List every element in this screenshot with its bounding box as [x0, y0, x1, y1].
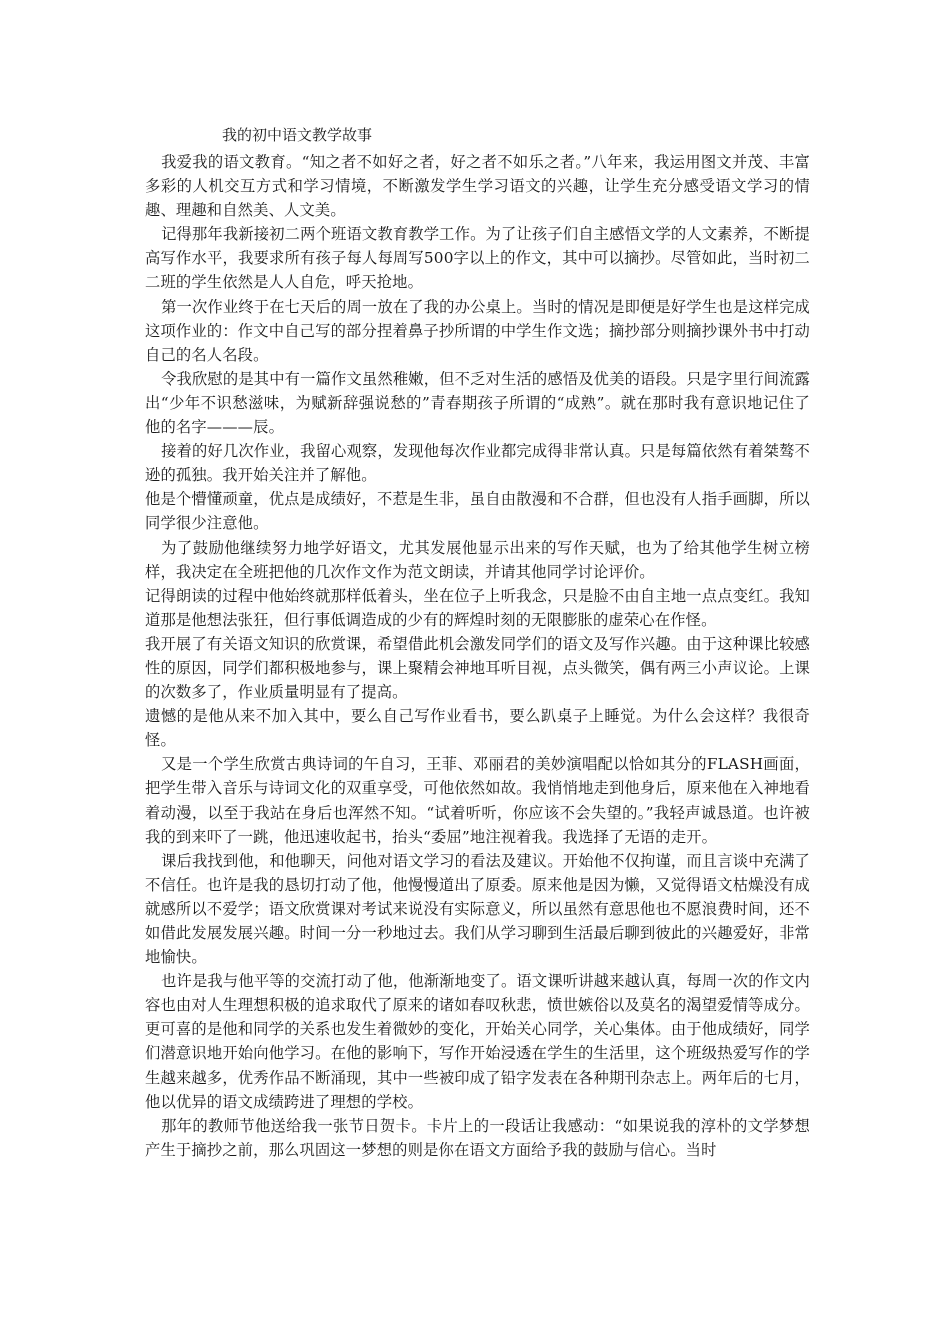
paragraph: 记得朗读的过程中他始终就那样低着头，坐在位子上听我念，只是脸不由自主地一点点变红。我知道那是他想法张狂，但行事低调造成的少有的辉煌时刻的无限膨胀的虚荣心在作怪。: [145, 586, 810, 629]
paragraph: 令我欣慰的是其中有一篇作文虽然稚嫩，但不乏对生活的感悟及优美的语段。只是字里行间流露出“少年不识愁滋味，为赋新辞强说愁的”青春期孩子所谓的“成熟”。就在那时我有意识地记住了他的名字———辰。: [145, 369, 810, 437]
paragraph: 又是一个学生欣赏古典诗词的午自习，王菲、邓丽君的美妙演唱配以恰如其分的FLASH画面，把学生带入音乐与诗词文化的双重享受，可他依然如故。我悄悄地走到他身后，原来他在入神地看着动漫，以至于我站在身后也浑然不知。“试着听听，你应该不会失望的。”我轻声诚恳道。也许被我的到来吓了一跳，他迅速收起书，抬头“委屈”地注视着我。我选择了无语的走开。: [145, 755, 810, 846]
paragraph: 记得那年我新接初二两个班语文教育教学工作。为了让孩子们自主感悟文学的人文素养，不断提高写作水平，我要求所有孩子每人每周写500字以上的作文，其中可以摘抄。尽管如此，当时初二二班的学生依然是人人自危，呼天抢地。: [145, 225, 810, 292]
paragraph: 那年的教师节他送给我一张节日贺卡。卡片上的一段话让我感动：“如果说我的淳朴的文学梦想产生于摘抄之前，那么巩固这一梦想的则是你在语文方面给予我的鼓励与信心。当时: [145, 1116, 810, 1159]
paragraph: 遗憾的是他从来不加入其中，要么自己写作业看书，要么趴桌子上睡觉。为什么会这样？我很奇怪。: [145, 707, 810, 750]
paragraph: 接着的好几次作业，我留心观察，发现他每次作业都完成得非常认真。只是每篇依然有着桀骜不逊的孤独。我开始关注并了解他。: [145, 442, 810, 485]
paragraph: 他是个懵懂顽童，优点是成绩好，不惹是生非，虽自由散漫和不合群，但也没有人指手画脚，所以同学很少注意他。: [145, 490, 810, 533]
paragraph: 课后我找到他，和他聊天，问他对语文学习的看法及建议。开始他不仅拘谨，而且言谈中充满了不信任。也许是我的恳切打动了他，他慢慢道出了原委。原来他是因为懒，又觉得语文枯燥没有成就感所以不爱学；语文欣赏课对考试来说没有实际意义，所以虽然有意思他也不愿浪费时间，还不如借此发展发展兴趣。时间一分一秒地过去。我们从学习聊到生活最后聊到彼此的兴趣爱好，非常地愉快。: [145, 851, 810, 967]
document-title: 我的初中语文教学故事: [222, 126, 373, 144]
paragraph: 我爱我的语文教育。“知之者不如好之者，好之者不如乐之者。”八年来，我运用图文并茂、丰富多彩的人机交互方式和学习情境，不断激发学生学习语文的兴趣，让学生充分感受语文学习的情趣、理趣和自然美、人文美。: [145, 153, 810, 220]
paragraph: 我开展了有关语文知识的欣赏课，希望借此机会激发同学们的语文及写作兴趣。由于这种课比较感性的原因，同学们都积极地参与，课上聚精会神地耳听目视，点头微笑，偶有两三小声议论。上课的次数多了，作业质量明显有了提高。: [145, 634, 810, 702]
document-body: [145, 150, 810, 1162]
paragraph: 也许是我与他平等的交流打动了他，他渐渐地变了。语文课听讲越来越认真，每周一次的作文内容也由对人生理想积极的追求取代了原来的诸如春叹秋悲，愤世嫉俗以及莫名的渴望爱情等成分。更可喜的是他和同学的关系也发生着微妙的变化，开始关心同学，关心集体。由于他成绩好，同学们潜意识地开始向他学习。在他的影响下，写作开始浸透在学生的生活里，这个班级热爱写作的学生越来越多，优秀作品不断涌现，其中一些被印成了铅字发表在各种期刊杂志上。两年后的七月，他以优异的语文成绩跨进了理想的学校。: [145, 972, 810, 1111]
paragraph: 为了鼓励他继续努力地学好语文，尤其发展他显示出来的写作天赋，也为了给其他学生树立榜样，我决定在全班把他的几次作文作为范文朗读，并请其他同学讨论评价。: [145, 538, 810, 581]
paragraph: 第一次作业终于在七天后的周一放在了我的办公桌上。当时的情况是即便是好学生也是这样完成这项作业的：作文中自己写的部分捏着鼻子抄所谓的中学生作文选；摘抄部分则摘抄课外书中打动自己的名人名段。: [145, 297, 810, 364]
